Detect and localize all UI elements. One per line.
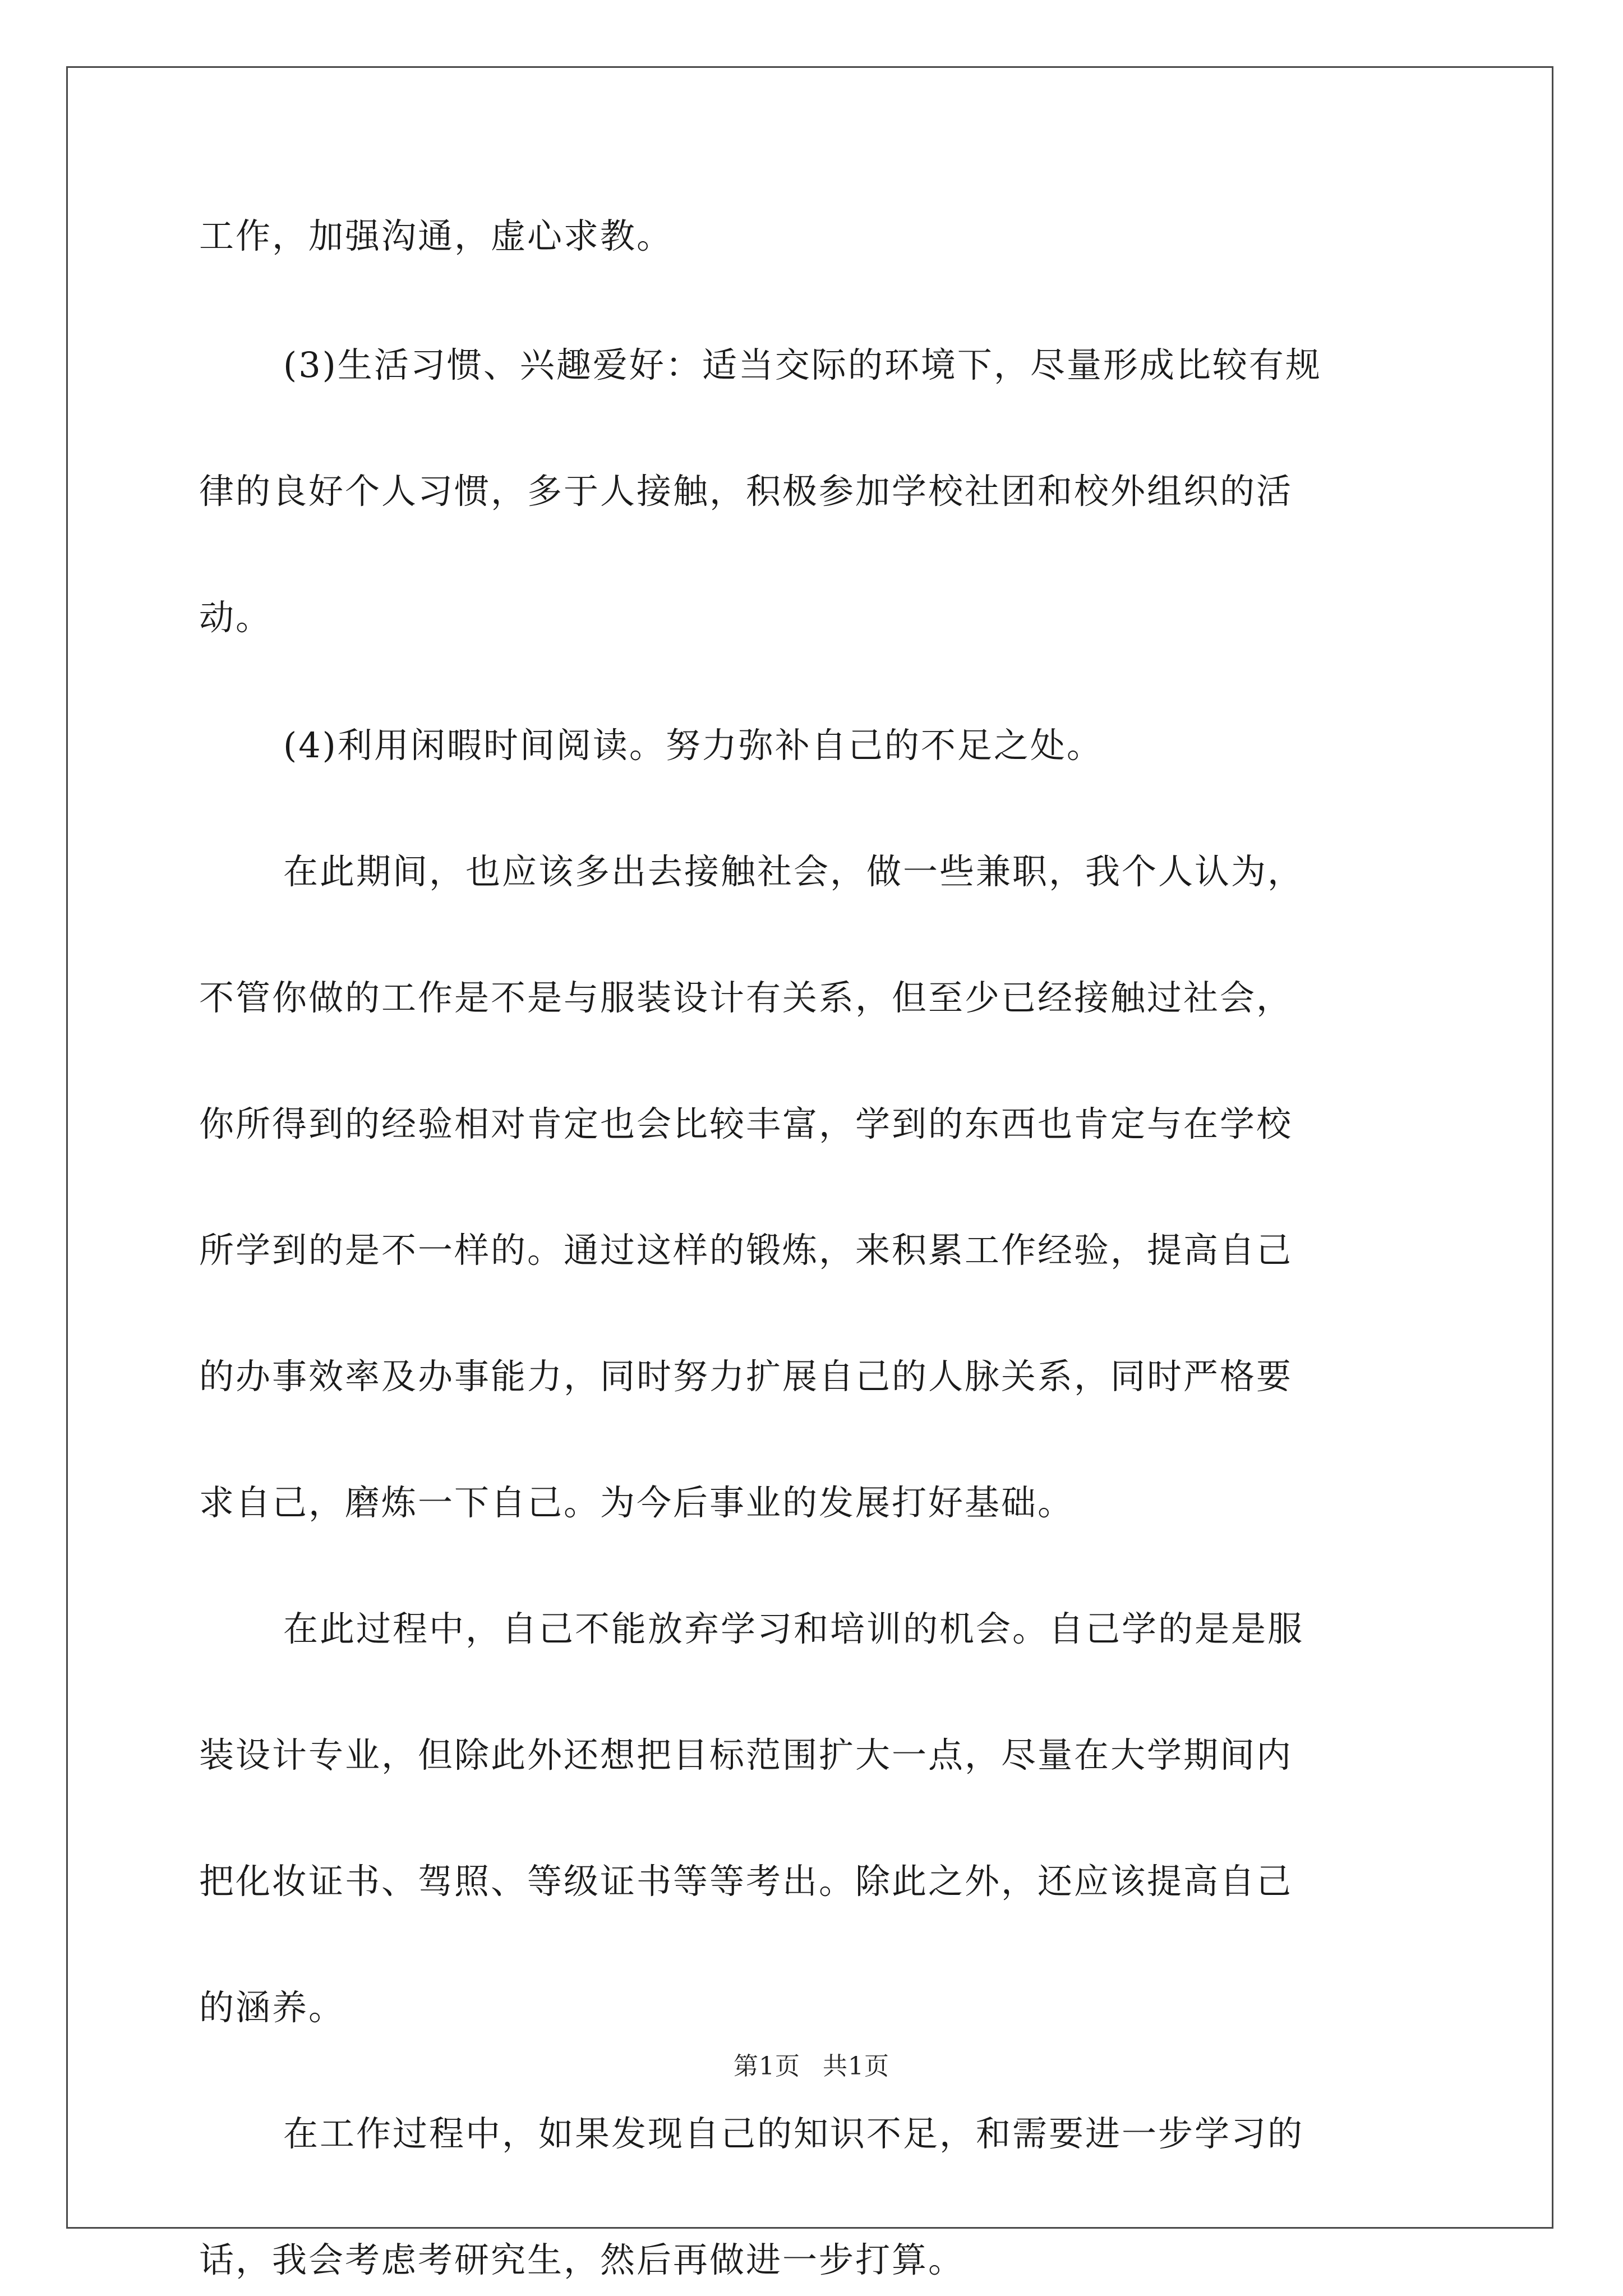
text-line: 在此期间，也应该多出去接触社会，做一些兼职，我个人认为， bbox=[283, 851, 1304, 892]
page-border bbox=[66, 66, 1553, 2229]
text-line: 在此过程中，自己不能放弃学习和培训的机会。自己学的是是服 bbox=[283, 1608, 1304, 1649]
text-line: 所学到的是不一样的。通过这样的锻炼，来积累工作经验，提高自己 bbox=[199, 1230, 1293, 1271]
text-line: 律的良好个人习惯，多于人接触，积极参加学校社团和校外组织的活 bbox=[199, 471, 1293, 512]
text-line: 的办事效率及办事能力，同时努力扩展自己的人脉关系，同时严格要 bbox=[199, 1356, 1293, 1397]
page-number: 第1页 bbox=[734, 2052, 800, 2081]
text-line: 不管你做的工作是不是与服装设计有关系，但至少已经接触过社会， bbox=[199, 977, 1293, 1018]
text-line: 话，我会考虑考研究生，然后再做进一步打算。 bbox=[199, 2239, 965, 2280]
text-line: (3)生活习惯、兴趣爱好：适当交际的环境下，尽量形成比较有规 bbox=[283, 344, 1322, 385]
text-line: 求自己，磨炼一下自己。为今后事业的发展打好基础。 bbox=[199, 1482, 1075, 1523]
text-line: 在工作过程中，如果发现自己的知识不足，和需要进一步学习的 bbox=[283, 2113, 1304, 2154]
page-footer bbox=[0, 2052, 1623, 2081]
text-line: 工作，加强沟通，虚心求教。 bbox=[199, 215, 674, 256]
text-line: (4)利用闲暇时间阅读。努力弥补自己的不足之处。 bbox=[283, 725, 1103, 766]
text-line: 装设计专业，但除此外还想把目标范围扩大一点，尽量在大学期间内 bbox=[199, 1734, 1293, 1775]
text-line: 你所得到的经验相对肯定也会比较丰富，学到的东西也肯定与在学校 bbox=[199, 1103, 1293, 1144]
text-line: 动。 bbox=[199, 597, 273, 638]
text-line: 的涵养。 bbox=[199, 1987, 345, 2028]
page-total: 共1页 bbox=[823, 2052, 889, 2081]
text-line: 把化妆证书、驾照、等级证书等等考出。除此之外，还应该提高自己 bbox=[199, 1861, 1293, 1902]
